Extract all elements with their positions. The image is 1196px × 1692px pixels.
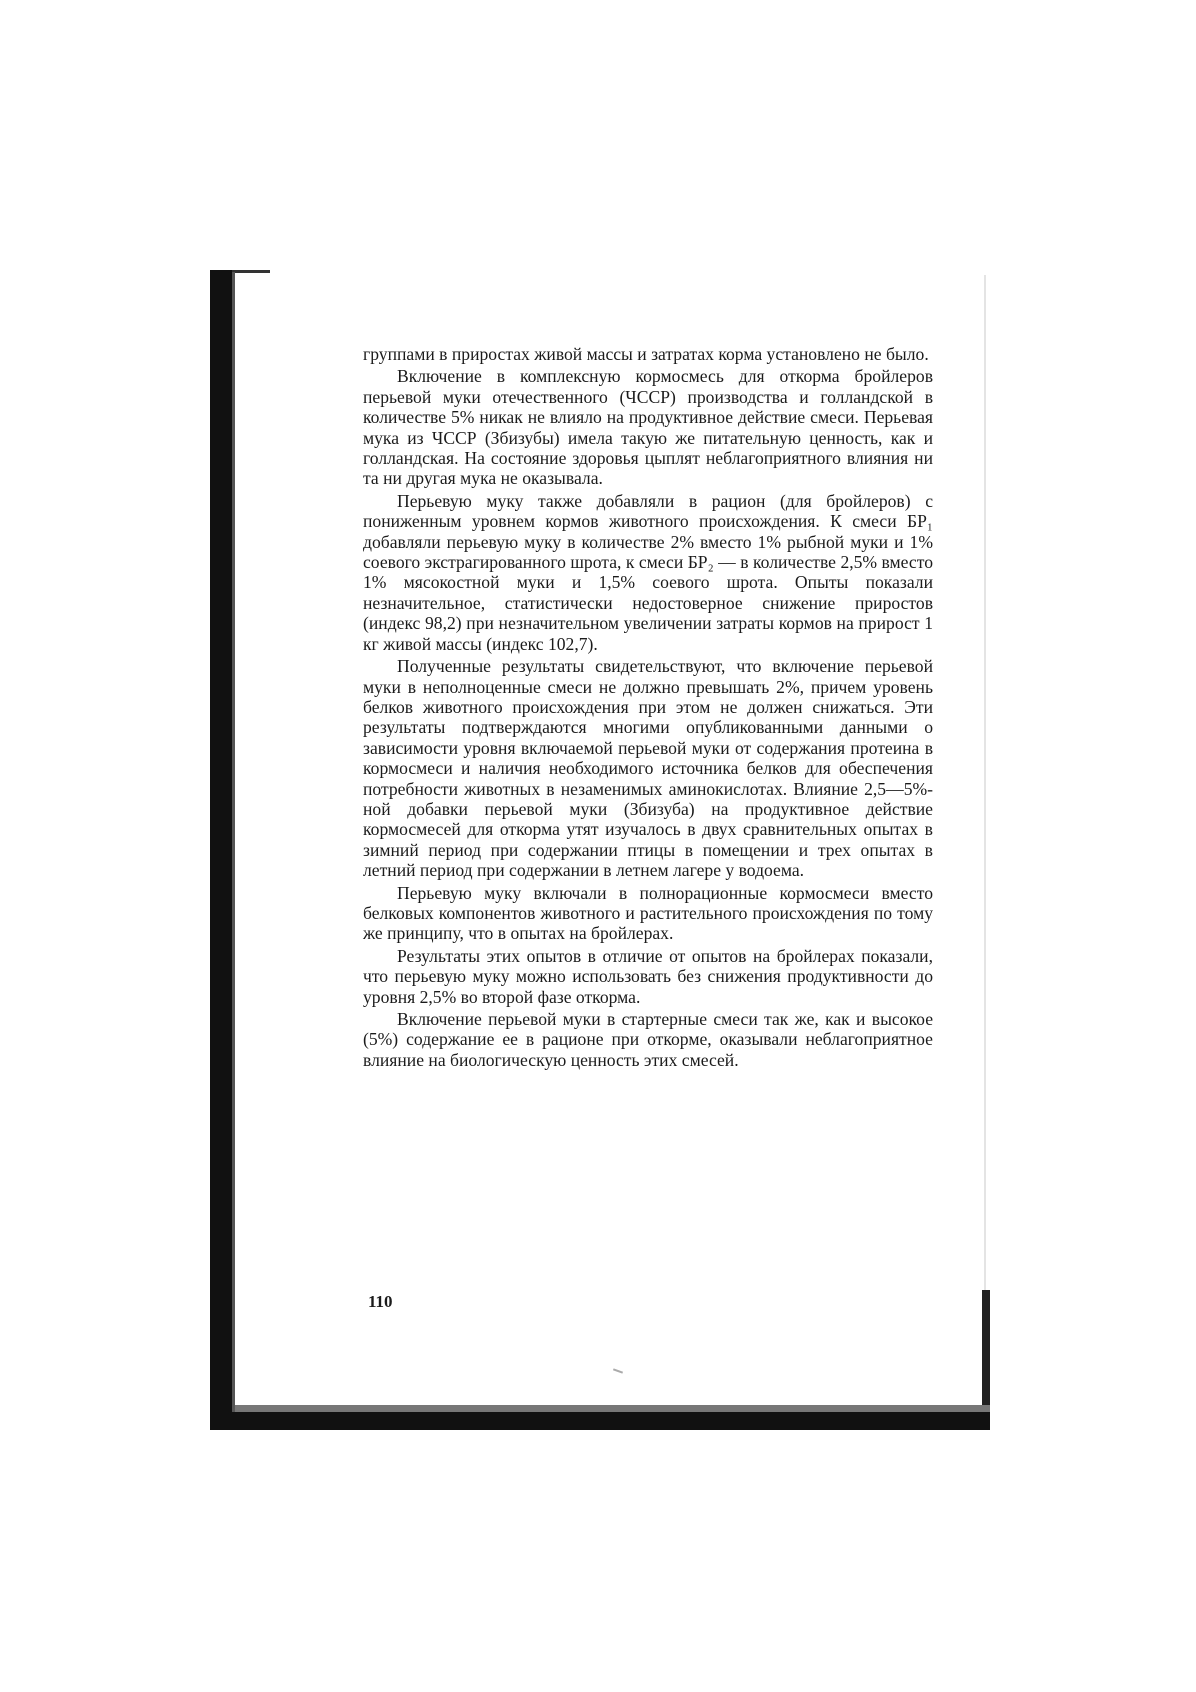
paragraph: Перьевую муку включали в полнорационные кормосмеси вместо белковых компонентов животного и растительного происхождения по тому же принципу, что в опытах на бройлерах. xyxy=(363,882,933,944)
scan-border-left xyxy=(210,270,232,1430)
paragraph: группами в приростах живой массы и затратах корма установлено не было. xyxy=(363,344,929,364)
scan-border-bottom-shadow xyxy=(235,1405,990,1412)
body-text xyxy=(363,344,933,1072)
paragraph: Включение перьевой муки в стартерные смеси так же, как и высокое (5%) содержание ее в рационе при откорме, оказывали неблагоприятное влияние на биологическую ценность этих смесей. xyxy=(363,1009,933,1070)
scan-border-bottom xyxy=(210,1412,990,1430)
paragraph: Включение в комплексную кормосмесь для откорма бройлеров перьевой муки отечественного (ЧССР) производства и голландской в количестве 5% никак не влияло на продуктивное действие смеси. Перьевая мука из ЧССР (Збизубы) имела такую же питательную ценность, как и голландская. На состояние здоровья цыплят неблагоприятного влияния ни та ни другая мука не оказывала. xyxy=(363,366,933,489)
paragraph: Результаты этих опытов в отличие от опытов на бройлерах показали, что перьевую муку можно использовать без снижения продуктивности до уровня 2,5% во второй фазе откорма. xyxy=(363,945,933,1007)
scan-border-right-faint xyxy=(984,275,986,1290)
scan-border-left-shadow xyxy=(232,272,235,1427)
paragraph: Перьевую муку также добавляли в рацион (для бройлеров) с пониженным уровнем кормов животного происхождения. К смеси БР₁ добавляли перьевую муку в количестве 2% вместо 1% рыбной муки и 1% соевого экстрагированного шрота, к смеси БР₂ — в количестве 2,5% вместо 1% мясокостной муки и 1,5% соевого шрота. Опыты показали незначительное, статистически недостоверное снижение приростов (индекс 98,2) при незначительном увеличении затраты кормов на прирост 1 кг живой массы (индекс 102,7). xyxy=(363,490,933,654)
paragraph: Полученные результаты свидетельствуют, что включение перьевой муки в неполноценные смеси не должно превышать 2%, причем уровень белков животного происхождения при этом не должен снижаться. Эти результаты подтверждаются многими опубликованными данными о зависимости уровня включаемой перьевой муки от содержания протеина в кормосмеси и наличия необходимого источника белков для обеспечения потребности животных в незаменимых аминокислотах. Влияние 2,5—5%-ной добавки перьевой муки (Збизуба) на продуктивное действие кормосмесей для откорма утят изучалось в двух сравнительных опытах в зимний период при содержании птицы в помещении и трех опытах в летний период при содержании в летнем лагере у водоема. xyxy=(363,656,933,881)
scan-smudge xyxy=(613,1368,623,1373)
page-number: 110 xyxy=(368,1292,393,1311)
